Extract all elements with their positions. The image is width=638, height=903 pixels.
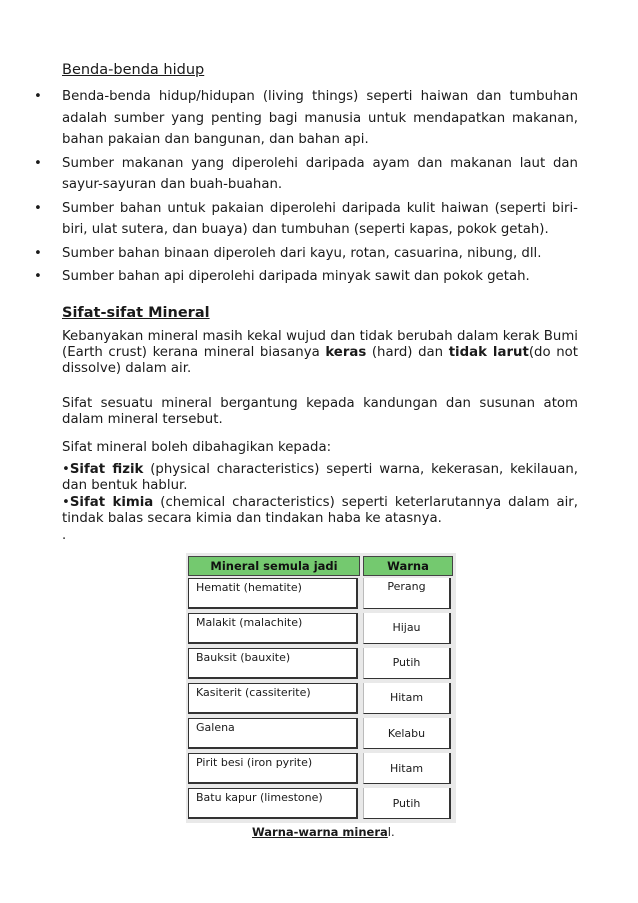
mineral-cell: Galena	[188, 718, 358, 749]
list-item: • Sumber makanan yang diperolehi daripada ayam dan makanan laut dan sayur-sayuran dan buah-buahan.	[34, 153, 578, 196]
table-row	[186, 788, 456, 822]
mineral-cell: Kasiterit (cassiterite)	[188, 683, 358, 714]
mineral-cell: Malakit (malachite)	[188, 613, 358, 644]
color-cell: Perang	[363, 578, 451, 609]
table-row	[186, 683, 456, 717]
color-cell: Hitam	[363, 683, 451, 714]
bullet-list	[34, 86, 578, 290]
table-caption: Warna-warna mineral.	[252, 825, 395, 839]
stray-dot: .	[62, 528, 67, 543]
color-cell: Hijau	[363, 613, 451, 644]
paragraph-property-intro: Sifat mineral boleh dibahagikan kepada:	[62, 440, 332, 455]
table-row	[186, 718, 456, 752]
color-cell: Putih	[363, 648, 451, 679]
table-header-mineral: Mineral semula jadi	[188, 556, 360, 576]
color-cell: Kelabu	[363, 718, 451, 749]
list-item: • Sumber bahan api diperolehi daripada minyak sawit dan pokok getah.	[34, 266, 578, 288]
bullet-icon: •	[34, 155, 42, 171]
bullet-icon: •	[34, 245, 42, 261]
section-title-mineral-properties: Sifat-sifat Mineral	[62, 305, 210, 321]
table-header-color: Warna	[363, 556, 453, 576]
bullet-icon: •	[34, 89, 42, 104]
table-row	[186, 753, 456, 787]
paragraph-mineral-composition: Sifat sesuatu mineral bergantung kepada kandungan dan susunan atom dalam mineral tersebut.	[62, 396, 578, 427]
table-row	[186, 613, 456, 647]
paragraph-physical-properties: •Sifat fizik (physical characteristics) seperti warna, kekerasan, kekilauan, dan bentuk hablur.	[62, 462, 579, 493]
mineral-cell: Pirit besi (iron pyrite)	[188, 753, 358, 784]
paragraph-mineral-stability: Kebanyakan mineral masih kekal wujud dan tidak berubah dalam kerak Bumi (Earth crust) kerana mineral biasanya keras (hard) dan tidak larut(do not dissolve) dalam air.	[62, 329, 578, 376]
list-item: • Sumber bahan binaan diperoleh dari kayu, rotan, casuarina, nibung, dll.	[34, 243, 578, 265]
list-item: • Benda-benda hidup/hidupan (living things) seperti haiwan dan tumbuhan adalah sumber yang penting bagi manusia untuk mendapatkan makanan, bahan pakaian dan bangunan, dan bahan api.	[34, 86, 578, 151]
color-cell: Putih	[363, 788, 451, 819]
mineral-color-table	[186, 553, 456, 823]
mineral-cell: Bauksit (bauxite)	[188, 648, 358, 679]
table-row	[186, 578, 456, 612]
color-cell: Hitam	[363, 753, 451, 784]
table-row	[186, 648, 456, 682]
mineral-cell: Hematit (hematite)	[188, 578, 358, 609]
mineral-cell: Batu kapur (limestone)	[188, 788, 358, 819]
bullet-icon: •	[34, 200, 42, 216]
paragraph-chemical-properties: •Sifat kimia (chemical characteristics) seperti keterlarutannya dalam air, tindak balas secara kimia dan tindakan haba ke atasnya.	[62, 495, 578, 526]
section-title-living-things: Benda-benda hidup	[62, 62, 205, 78]
list-item: • Sumber bahan untuk pakaian diperolehi daripada kulit haiwan (seperti biri-biri, ulat sutera, dan buaya) dan tumbuhan (seperti kapas, pokok getah).	[34, 198, 578, 241]
bullet-icon: •	[34, 269, 42, 284]
